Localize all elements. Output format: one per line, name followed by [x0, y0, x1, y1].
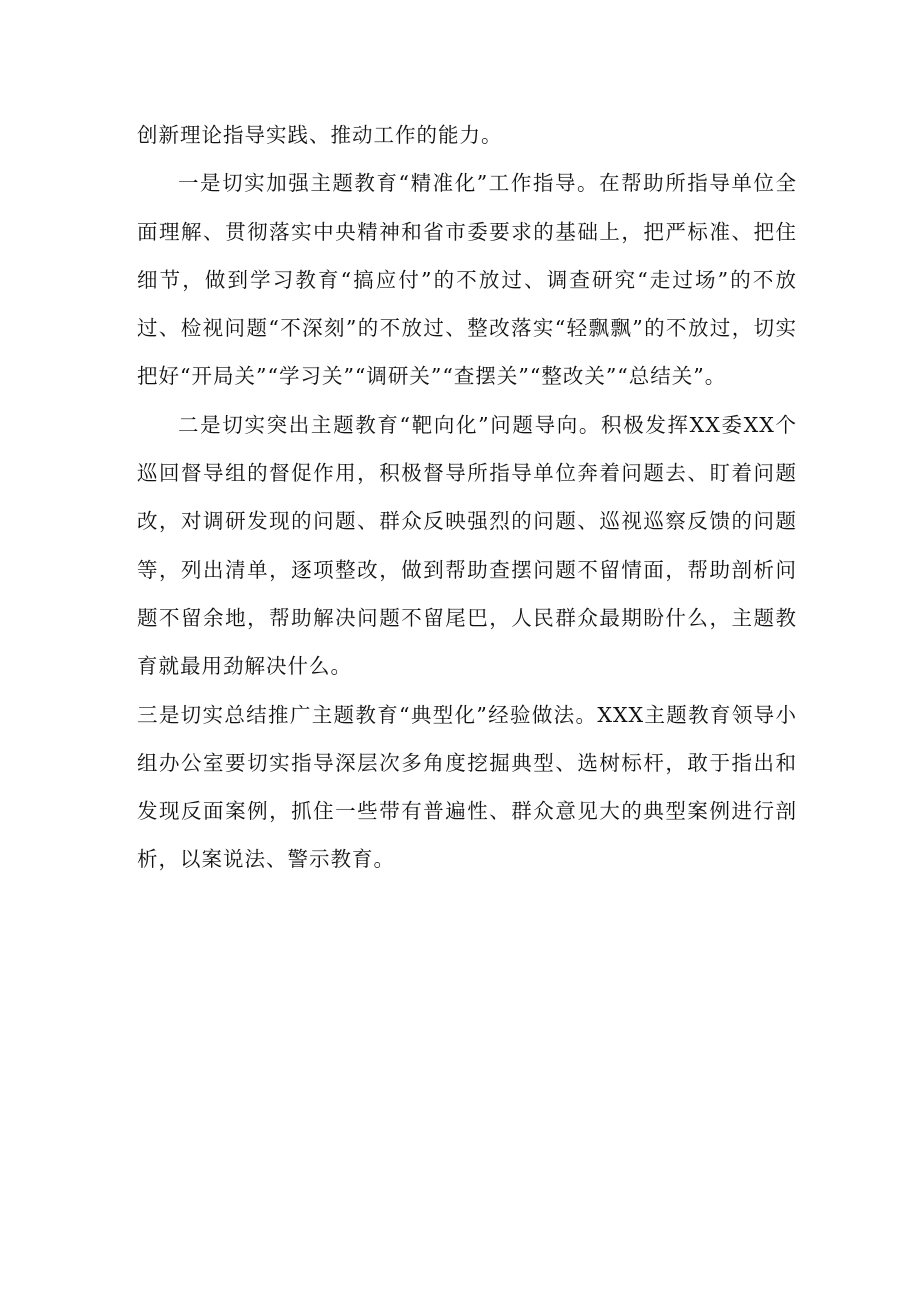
paragraph-third-point: 三是切实总结推广主题教育“典型化”经验做法。XXX主题教育领导小组办公室要切实指导深层次多角度挖掘典型、选树标杆，敢于指出和发现反面案例，抓住一些带有普遍性、群众意见大的典型案例进行剖析，以案说法、警示教育。: [137, 702, 797, 872]
paragraph-first-point: 一是切实加强主题教育“精准化”工作指导。在帮助所指导单位全面理解、贯彻落实中央精神和省市委要求的基础上，把严标准、把住细节，做到学习教育“搞应付”的不放过、调查研究“走过场”的不放过、检视问题“不深刻”的不放过、整改落实“轻飘飘”的不放过，切实把好“开局关”“学习关”“调研关”“查摆关”“整改关”“总结关”。: [137, 171, 797, 389]
paragraph-continuation: 创新理论指导实践、推动工作的能力。: [137, 123, 503, 147]
document-body: [137, 111, 797, 884]
paragraph-second-point: 二是切实突出主题教育“靶向化”问题导向。积极发挥XX委XX个巡回督导组的督促作用，积极督导所指导单位奔着问题去、盯着问题改，对调研发现的问题、群众反映强烈的问题、巡视巡察反馈的问题等，列出清单，逐项整改，做到帮助查摆问题不留情面，帮助剖析问题不留余地，帮助解决问题不留尾巴，人民群众最期盼什么，主题教育就最用劲解决什么。: [137, 412, 797, 679]
